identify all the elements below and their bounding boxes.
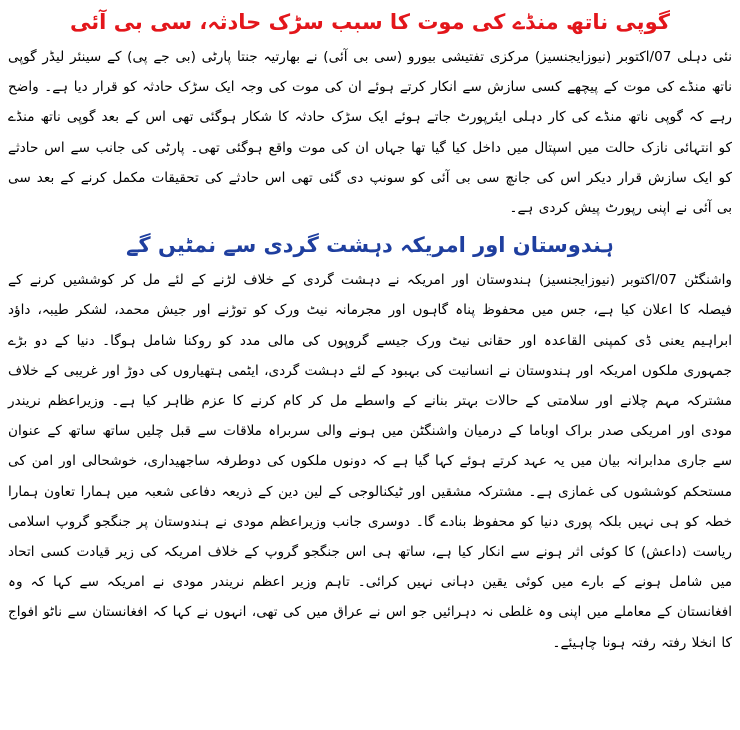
article2-headline: ہندوستان اور امریکہ دہشت گردی سے نمٹیں گے xyxy=(126,233,614,258)
article1-body: نئی دہلی 07/اکتوبر (نیوزایجنسیز) مرکزی تفتیشی بیورو (سی بی آئی) نے بھارتیہ جنتا پارٹی (بی جے پی) کے سینئر لیڈر گوپی ناتھ منڈے کی موت کے پیچھے کسی سازش سے انکار کرتے ہوئے ان کی موت کی وجہ ایک سڑک حادثہ کو قرار دیا ہے۔ واضح رہے کہ گوپی ناتھ منڈے کی کار دہلی ایئرپورٹ جاتے ہوئے ایک سڑک حادثہ کا شکار ہوگئی تھی اس کے بعد گوپی ناتھ منڈے کو انتہائی نازک حالت میں اسپتال میں داخل کیا گیا تھا جہاں ان کی موت واقع ہوگئی تھی۔ پارٹی کی جانب سے اس حادثے کو ایک سازش قرار دیکر اس کی جانچ سی بی آئی کو سونپ دی گئی تھی اس حادثے کی تحقیقات مکمل کرنے کے بعد سی بی آئی نے اپنی رپورٹ پیش کردی ہے۔ xyxy=(8,49,732,217)
article2-body: واشنگٹن 07/اکتوبر (نیوزایجنسیز) ہندوستان اور امریکہ نے دہشت گردی کے خلاف لڑنے کے لئے مل کر کوششیں کرنے کے فیصلہ کا اعلان کیا ہے، جس میں محفوظ پناہ گاہوں اور مجرمانہ نیٹ ورک کو توڑنے اور جیش محمد، لشکر طیبہ، داؤد ابراہیم یعنی ڈی کمپنی القاعدہ اور حقانی نیٹ ورک جیسے گروپوں کی مالی مدد کو روکنا شامل ہوگا۔ دنیا کے دو بڑے جمہوری ملکوں امریکہ اور ہندوستان نے انسانیت کی بہبود کے لئے دہشت گردی، ایٹمی ہتھیاروں کی دوڑ اور غریبی کے خلاف مشترکہ مہم چلانے اور سلامتی کے حالات بہتر بنانے کے واسطے مل کر کام کرنے کا عزم ظاہر کیا ہے۔ وزیراعظم نریندر مودی اور امریکی صدر براک اوباما کے درمیان واشنگٹن میں ہونے والی سربراہ ملاقات سے قبل چلیں ساتھ ساتھ کے عنوان سے جاری مدابرانہ بیان میں یہ عہد کرتے ہوئے کہا گیا ہے کہ دونوں ملکوں کی دوطرفہ ساجھیداری، خوشحالی اور امن کی مستحکم کوششوں کی غمازی ہے۔ مشترکہ مشقیں اور ٹیکنالوجی کے لین دین کے ذریعہ دفاعی شعبہ میں ہمارا تعاون ہمارا خطہ کو ہی نہیں بلکہ پوری دنیا کو محفوظ بنادے گا۔ دوسری جانب وزیراعظم مودی نے ہندوستان پر جنگجو گروپ اسلامی ریاست (داعش) کا کوئی اثر ہونے سے انکار کیا ہے، ساتھ ہی اس جنگجو گروپ کے خلاف امریکہ کی زیر قیادت کسی اتحاد میں شامل ہونے کے بارے میں کوئی یقین دہانی نہیں کرائی۔ تاہم وزیر اعظم نریندر مودی نے امریکہ سے کہا کہ وہ افغانستان کے معاملے میں اپنی وہ غلطی نہ دہرائیں جو اس نے عراق میں کی تھی، انہوں نے کہا کہ افغانستان سے ناٹو افواج کا انخلا رفتہ رفتہ ہونا چاہیئے۔ xyxy=(8,272,732,651)
article1-headline: گوپی ناتھ منڈے کی موت کا سبب سڑک حادثہ، سی بی آئی xyxy=(70,10,670,34)
